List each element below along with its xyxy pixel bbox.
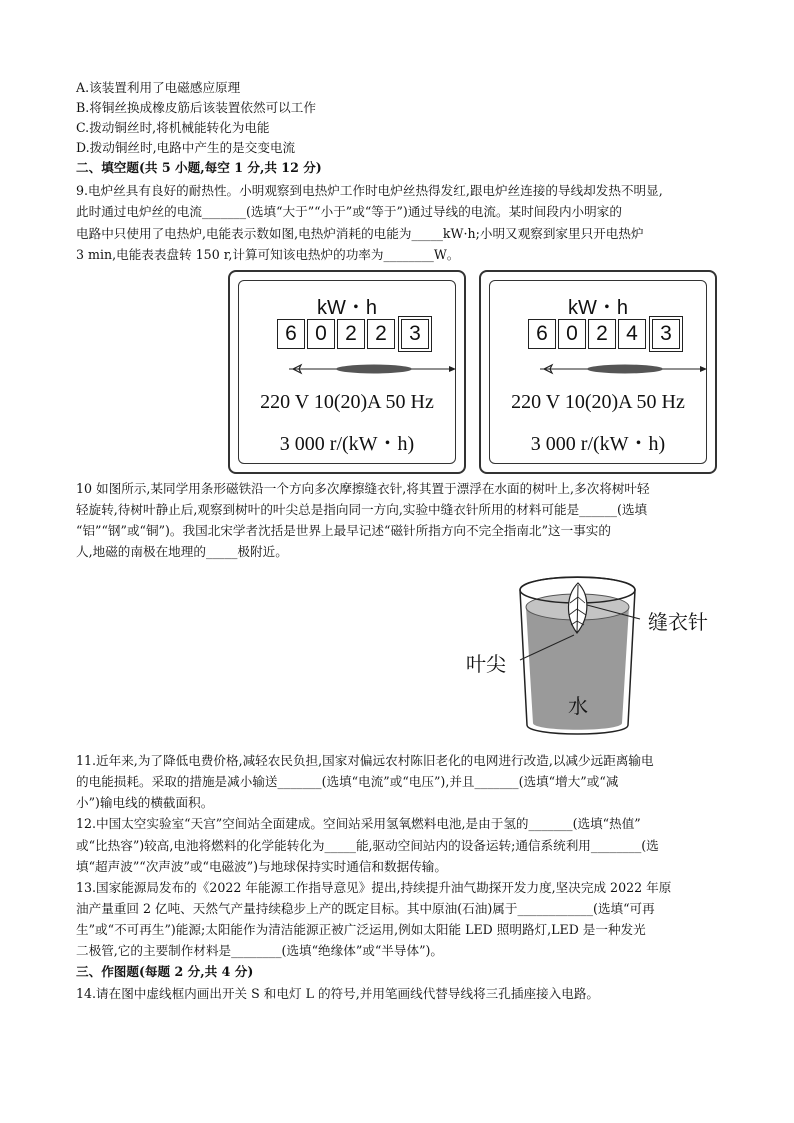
meter-unit: kW・h (317, 297, 377, 319)
q12-line-2: 或“比热容”)较高,电池将燃料的化学能转化为_____能,驱动空间站内的设备运转;通信系统利用________(选 (76, 838, 659, 853)
q13-line-2: 油产量重回 2 亿吨、天然气产量持续稳步上产的既定目标。其中原油(石油)属于____________(选填“可再 (76, 901, 655, 916)
rotating-disc-icon (289, 359, 459, 379)
q12-line-1: 12.中国太空实验室“天宫”空间站全面建成。空间站采用氢氧燃料电池,是由于氢的_______(选填“热值” (76, 816, 641, 831)
q10-line-4: 人,地磁的南极在地理的_____极附近。 (76, 544, 288, 559)
option-a: A.该装置利用了电磁感应原理 (76, 80, 241, 95)
meter-rev-rate: 3 000 r/(kW・h) (530, 433, 666, 455)
meter-face (238, 280, 456, 464)
q12-line-3: 填“超声波”“次声波”或“电磁波”)与地球保持实时通信和数据传输。 (76, 859, 447, 874)
needle-label: 缝衣针 (648, 610, 708, 634)
meter-rev-rate: 3 000 r/(kW・h) (279, 433, 415, 455)
option-c: C.拨动铜丝时,将机械能转化为电能 (76, 120, 270, 135)
q9-line-3: 电路中只使用了电热炉,电能表示数如图,电热炉消耗的电能为_____kW·h;小明又观察到家里只开电热炉 (76, 226, 644, 241)
q13-line-4: 二极管,它的主要制作材料是________(选填“绝缘体”或“半导体”)。 (76, 943, 444, 958)
section-heading-fill: 二、填空题(共 5 小题,每空 1 分,共 12 分) (76, 160, 322, 175)
energy-meter-2 (479, 270, 717, 474)
meter-digits (528, 319, 682, 349)
meter-digit-decimal: 3 (652, 319, 680, 349)
section-heading-draw: 三、作图题(每题 2 分,共 4 分) (76, 964, 254, 979)
q13-line-1: 13.国家能源局发布的《2022 年能源工作指导意见》提出,持续提升油气勘探开发力度,坚决完成 2022 年原 (76, 880, 672, 895)
water-label: 水 (568, 694, 588, 718)
meter-spec: 220 V 10(20)A 50 Hz (260, 391, 434, 413)
meter-digit: 2 (588, 319, 616, 349)
meter-face (489, 280, 707, 464)
option-b: B.将铜丝换成橡皮筋后该装置依然可以工作 (76, 100, 316, 115)
meter-digit-decimal: 3 (401, 319, 429, 349)
q13-line-3: 生”或“不可再生”)能源;太阳能作为清洁能源正被广泛运用,例如太阳能 LED 照明路灯,LED 是一种发光 (76, 922, 646, 937)
meter-digits (277, 319, 431, 349)
q9-line-4: 3 min,电能表表盘转 150 r,计算可知该电热炉的功率为________W。 (76, 247, 460, 262)
q10-line-1: 10 如图所示,某同学用条形磁铁沿一个方向多次摩擦缝衣针,将其置于漂浮在水面的树叶上,多次将树叶轻 (76, 481, 650, 496)
q10-line-2: 轻旋转,待树叶静止后,观察到树叶的叶尖总是指向同一方向,实验中缝衣针所用的材料可能是______(选填 (76, 502, 648, 517)
rotating-disc-icon (540, 359, 710, 379)
q11-line-3: 小”)输电线的横截面积。 (76, 795, 214, 810)
q11-line-1: 11.近年来,为了降低电费价格,减轻农民负担,国家对偏远农村陈旧老化的电网进行改造,以减少远距离输电 (76, 753, 654, 768)
q14-line-1: 14.请在图中虚线框内画出开关 S 和电灯 L 的符号,并用笔画线代替导线将三孔插座接入电路。 (76, 986, 600, 1001)
q9-line-2: 此时通过电炉丝的电流_______(选填“大于”“小于”或“等于”)通过导线的电流。某时间段内小明家的 (76, 204, 622, 219)
option-d: D.拨动铜丝时,电路中产生的是交变电流 (76, 140, 296, 155)
meter-digit: 4 (618, 319, 646, 349)
leaf-tip-label: 叶尖 (466, 652, 506, 676)
energy-meter-1 (228, 270, 466, 474)
meter-digit: 0 (307, 319, 335, 349)
meter-digit: 0 (558, 319, 586, 349)
meter-digit: 2 (337, 319, 365, 349)
meter-digit: 6 (528, 319, 556, 349)
meter-digit: 6 (277, 319, 305, 349)
q10-line-3: “铝”“钢”或“铜”)。我国北宋学者沈括是世界上最早记述“磁针所指方向不完全指南北”这一事实的 (76, 523, 611, 538)
compass-leaf-figure (470, 575, 730, 745)
meter-digit: 2 (367, 319, 395, 349)
q11-line-2: 的电能损耗。采取的措施是减小输送_______(选填“电流”或“电压”),并且_______(选填“增大”或“减 (76, 774, 619, 789)
meter-unit: kW・h (568, 297, 628, 319)
meter-spec: 220 V 10(20)A 50 Hz (511, 391, 685, 413)
q9-line-1: 9.电炉丝具有良好的耐热性。小明观察到电热炉工作时电炉丝热得发红,跟电炉丝连接的导线却发热不明显, (76, 183, 663, 198)
